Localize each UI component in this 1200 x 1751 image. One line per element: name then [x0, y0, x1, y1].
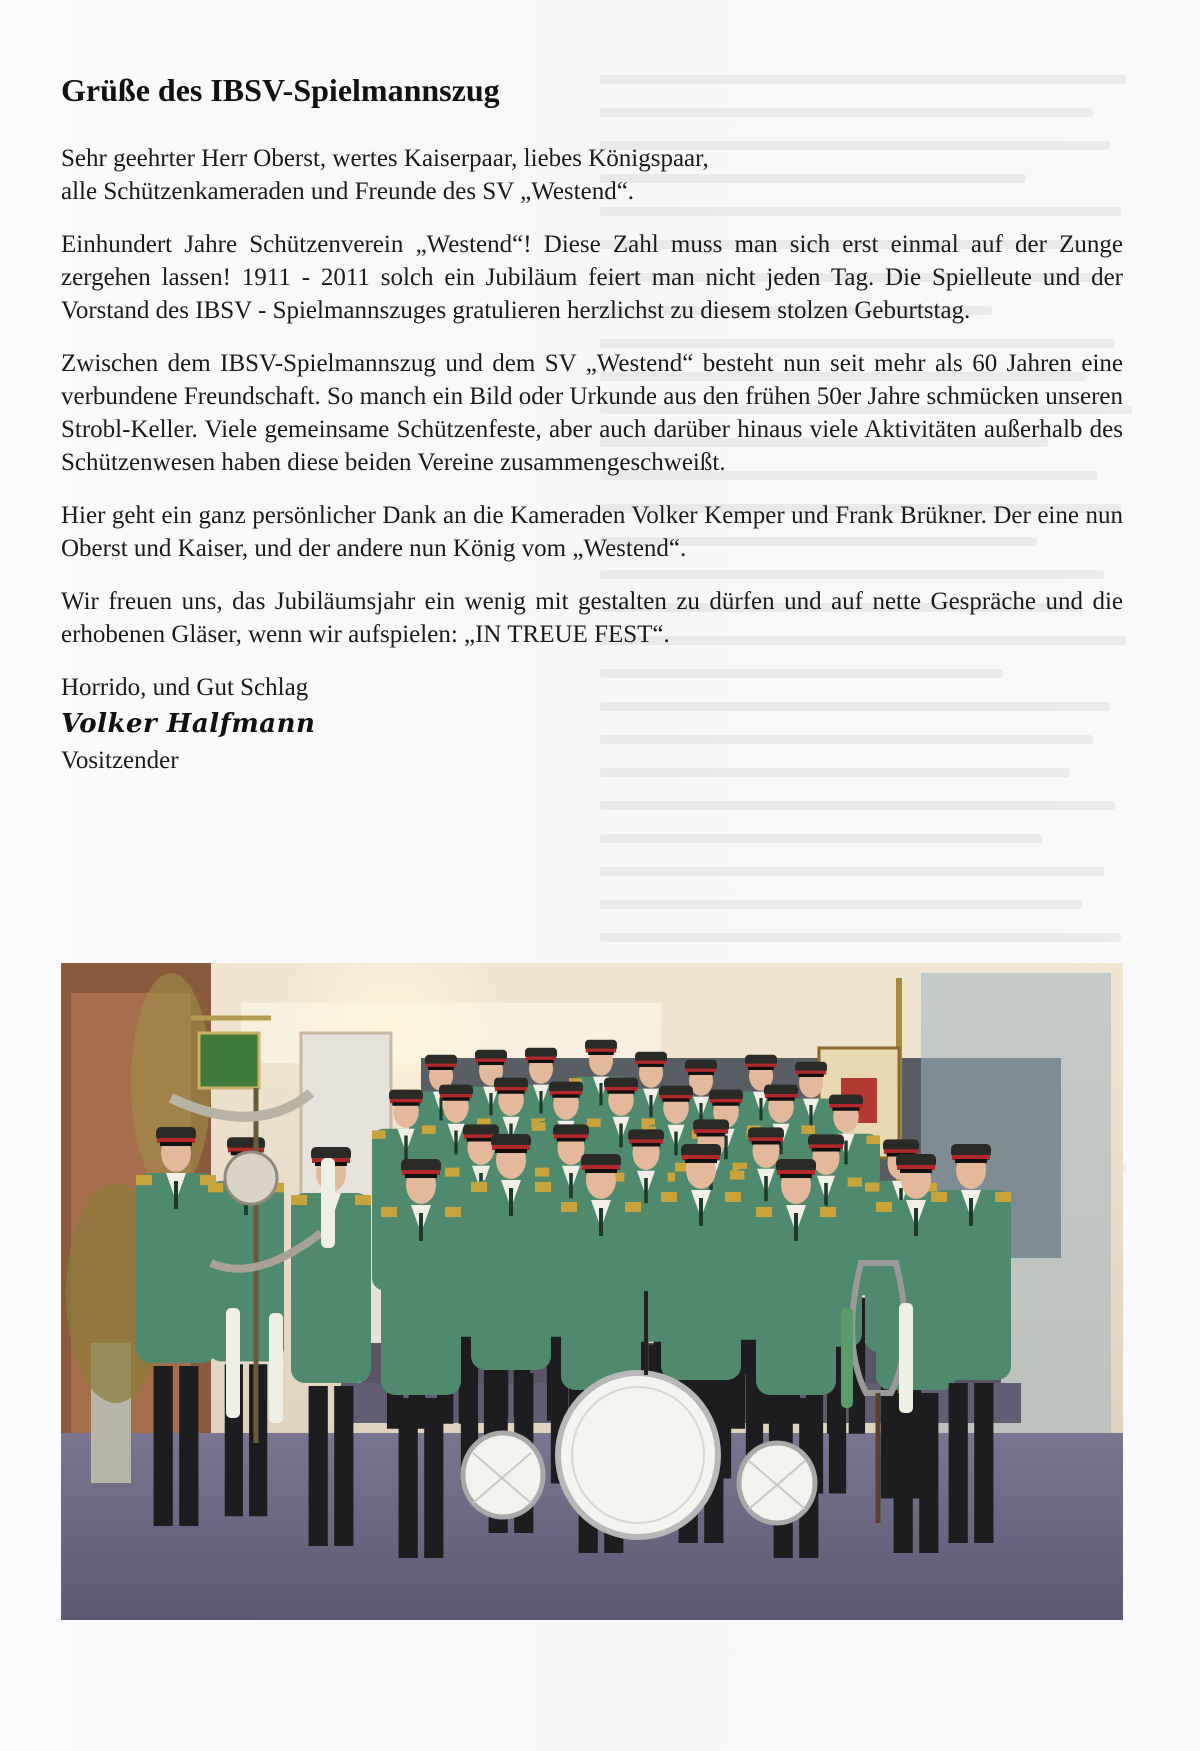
group-photo [61, 963, 1123, 1620]
closing-block [61, 671, 1123, 777]
closing-greeting: Horrido, und Gut Schlag [61, 674, 309, 701]
salutation-line-1: Sehr geehrter Herr Oberst, wertes Kaiserpaar, liebes Königspaar, [61, 145, 709, 172]
paragraph-3: Hier geht ein ganz persönlicher Dank an die Kameraden Volker Kemper und Frank Brükner. Der eine nun Oberst und Kaiser, und der andere nun König vom „Westend“. [61, 502, 1123, 562]
letter-body [61, 72, 1123, 777]
salutation [61, 142, 1123, 208]
letter-title: Grüße des IBSV-Spielmannszug [61, 72, 500, 108]
snare-drum-left [463, 1433, 543, 1517]
bass-drum [558, 1373, 718, 1537]
signer-role: Vositzender [61, 747, 179, 774]
group-photo-illustration [61, 963, 1123, 1620]
paragraph-2: Zwischen dem IBSV-Spielmannszug und dem SV „Westend“ besteht nun seit mehr als 60 Jahren eine verbundene Freundschaft. So manch ein Bild oder Urkunde aus den frühen 50er Jahre schmücken unseren Strobl-Keller. Viele gemeinsame Schützenfeste, aber auch darüber hinaus viele Aktivitäten außerhalb des Schützenwesen haben diese beiden Vereine zusammengeschweißt. [61, 350, 1123, 476]
snare-drum-right [739, 1443, 815, 1523]
salutation-line-2: alle Schützenkameraden und Freunde des SV „Westend“. [61, 178, 635, 205]
signature: Volker Halfmann [61, 709, 316, 739]
paragraph-4: Wir freuen uns, das Jubiläumsjahr ein wenig mit gestalten zu dürfen und auf nette Gespräche und die erhobenen Gläser, wenn wir aufspielen: „IN TREUE FEST“. [61, 588, 1123, 648]
paragraph-1: Einhundert Jahre Schützenverein „Westend“! Diese Zahl muss man sich erst einmal auf der Zunge zergehen lassen! 1911 - 2011 solch ein Jubiläum feiert man nicht jeden Tag. Die Spielleute und der Vorstand des IBSV - Spielmannszuges gratulieren herzlichst zu diesem stolzen Geburtstag. [61, 231, 1123, 324]
